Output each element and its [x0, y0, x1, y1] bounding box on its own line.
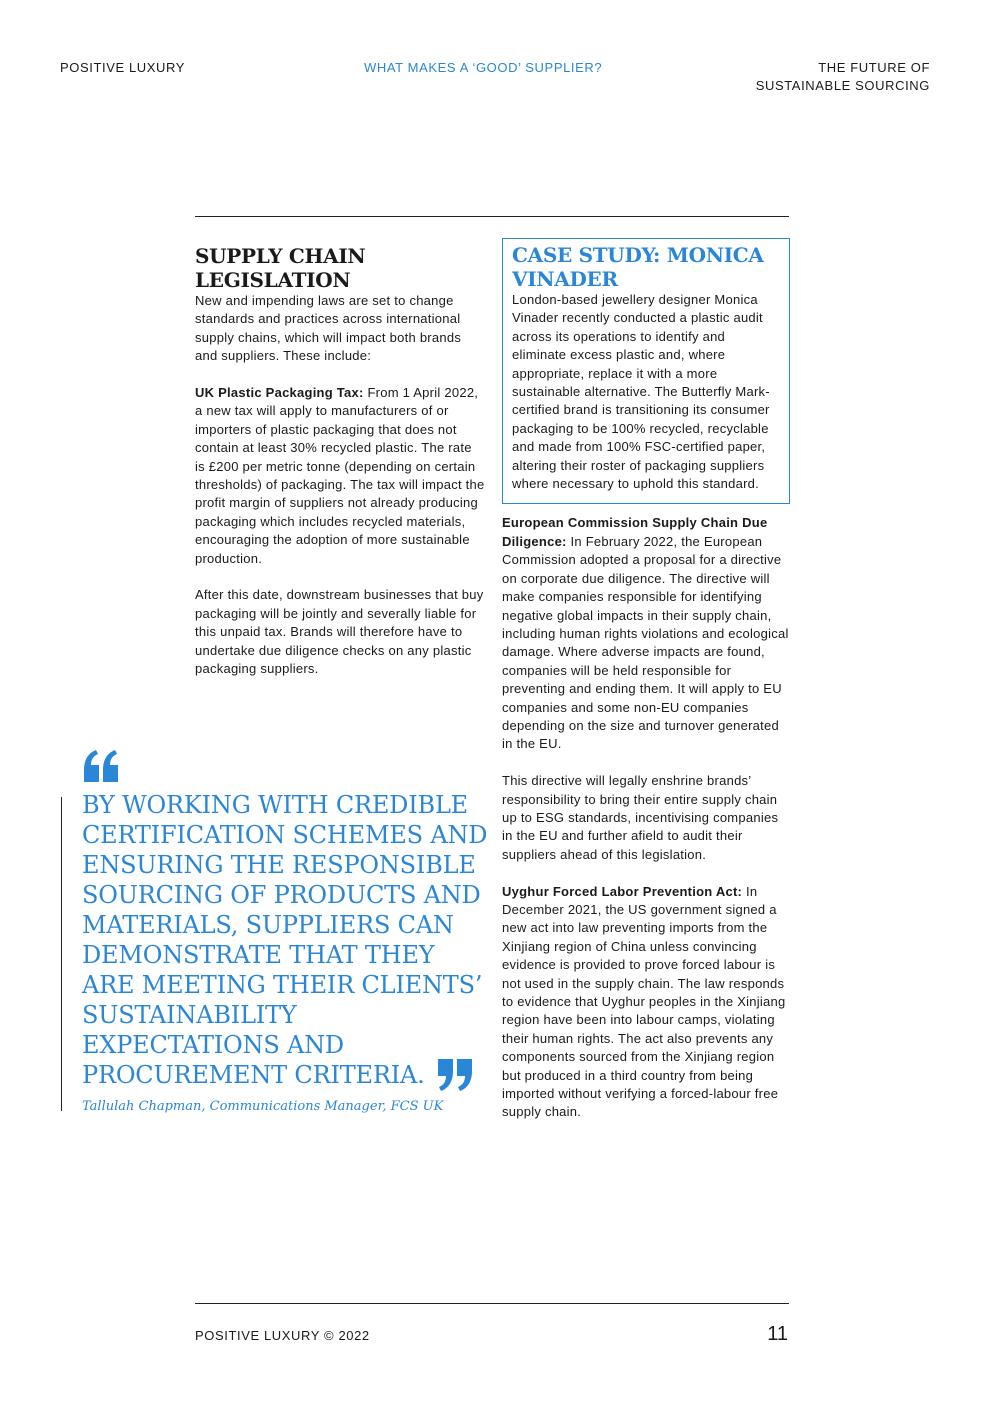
eu-text: In February 2022, the European Commission adopted a proposal for a directive on corporate due diligence. The directive will make companies responsible for identifying negative global impacts in their supply chain, including human rights violations and ecological damage. Where adverse impacts are found, companies will be held responsible for preventing and ending them. It will apply to EU companies and some non-EU companies depending on the size and turnover generated in the EU.: [502, 533, 789, 752]
page-number: 11: [767, 1323, 788, 1345]
header-brand: POSITIVE LUXURY: [60, 60, 186, 75]
case-study-heading: CASE STUDY: MONICA VINADER: [512, 243, 764, 291]
case-study-text: London-based jewellery designer Monica Vinader recently conducted a plastic audit across its operations to identify and eliminate excess plastic and, where appropriate, replace it with a more sustainable alternative. The Butterfly Mark-certified brand is transitioning its consumer packaging to be 100% recycled, recyclable and made from 100% FSC-certified paper, altering their roster of packaging suppliers where necessary to uphold this standard.: [512, 292, 770, 492]
uyghur-lead: Uyghur Forced Labor Prevention Act:: [502, 883, 743, 899]
case-study-box: [502, 238, 790, 504]
quote-attribution: Tallulah Chapman, Communications Manager, FCS UK: [82, 1099, 444, 1114]
footer-copyright: POSITIVE LUXURY © 2022: [195, 1328, 370, 1343]
pull-quote-text: BY WORKING WITH CREDIBLE CERTIFICATION SCHEMES AND ENSURING THE RESPONSIBLE SOURCING OF PRODUCTS AND MATERIALS, SUPPLIERS CAN DEMONSTRATE THAT THEY ARE MEETING THEIR CLIENTS’ SUSTAINABILITY EXPECTATIONS AND PROCUREMENT CRITERIA.: [82, 791, 488, 1089]
top-divider: [195, 216, 789, 217]
eu-paragraph-2: This directive will legally enshrine brands’ responsibility to bring their entire supply chain up to ESG standards, incentivising companies in the EU and further afield to audit their suppliers ahead of this legislation.: [502, 773, 779, 862]
uyghur-paragraph: [502, 883, 792, 1122]
eu-lead: European Commission Supply Chain Due Diligence:: [502, 515, 768, 549]
header-report-title-line1: THE FUTURE OF: [818, 60, 930, 75]
tax-paragraph: [195, 384, 485, 568]
header-section-title: WHAT MAKES A ‘GOOD’ SUPPLIER?: [364, 60, 603, 75]
quote-side-bar: [61, 797, 62, 1111]
uyghur-text: In December 2021, the US government signed a new act into law preventing imports from the Xinjiang region of China unless convincing evidence is provided to prove forced labour is not used in the supply chain. The law responds to evidence that Uyghur peoples in the Xinjiang region have been into labour camps, violating their human rights. The act also prevents any components sourced from the Xinjiang region but produced in a third country from being imported without verifying a forced-labour free supply chain.: [502, 883, 786, 1120]
header-report-title: [756, 59, 930, 95]
close-quote-icon: [436, 1057, 474, 1093]
tax-lead: UK Plastic Packaging Tax:: [195, 385, 364, 401]
tax-text: From 1 April 2022, a new tax will apply to manufacturers of or importers of plastic packaging that does not contain at least 30% recycled plastic. The rate is £200 per metric tonne (depending on certain thresholds) of packaging. The tax will impact the profit margin of suppliers not already producing packaging which includes recycled materials, encouraging the adoption of more sustainable production.: [195, 385, 485, 566]
open-quote-icon: [82, 748, 120, 784]
header-report-title-line2: SUSTAINABLE SOURCING: [755, 78, 930, 93]
bottom-divider: [195, 1303, 789, 1304]
right-column: [502, 238, 792, 1122]
eu-paragraph: [502, 514, 792, 753]
liability-paragraph: After this date, downstream businesses that buy packaging will be jointly and severally liable for this unpaid tax. Brands will therefore have to undertake due diligence checks on any plastic packaging suppliers.: [195, 587, 484, 677]
intro-paragraph: New and impending laws are set to change standards and practices across international supply chains, which will impact both brands and suppliers. These include:: [195, 293, 462, 364]
left-column: [195, 244, 485, 679]
supply-chain-heading: SUPPLY CHAIN LEGISLATION: [195, 244, 366, 292]
